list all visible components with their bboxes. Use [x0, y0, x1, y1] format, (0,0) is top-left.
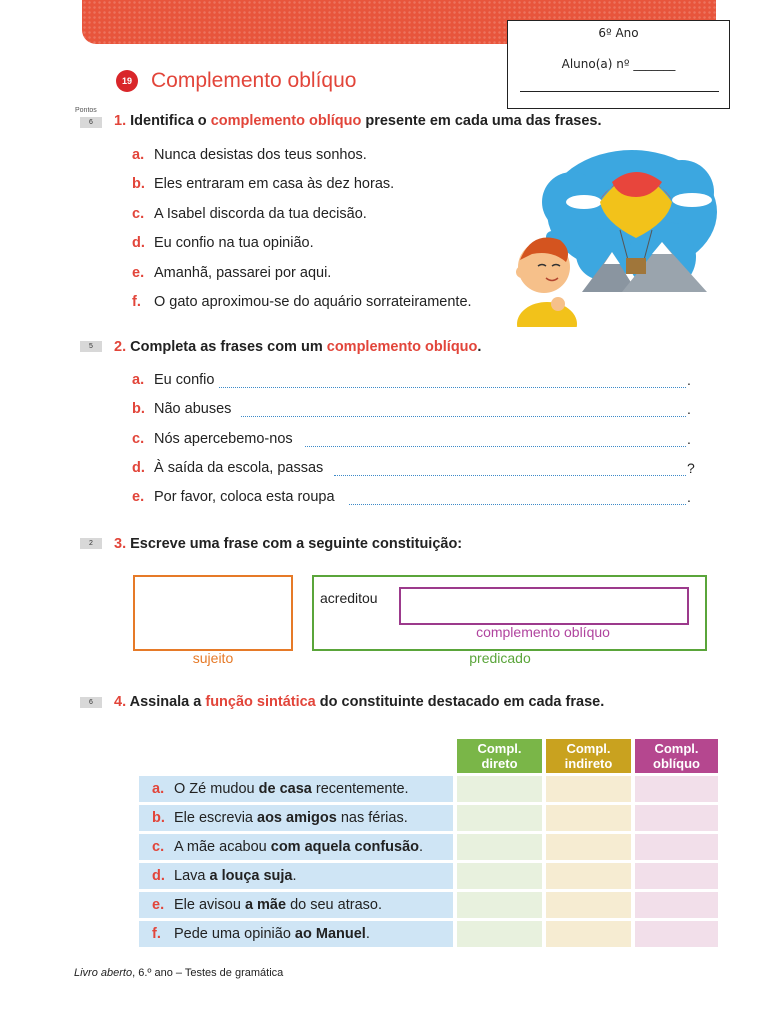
answer-line[interactable]: [349, 504, 686, 505]
answer-checkbox-cell[interactable]: [457, 892, 542, 918]
column-header: [457, 739, 542, 773]
answer-checkbox-cell[interactable]: [457, 805, 542, 831]
points-label: Pontos: [75, 107, 97, 114]
answer-checkbox-cell[interactable]: [546, 921, 631, 947]
q4-text-post: do constituinte destacado em cada frase.: [315, 694, 605, 710]
item-letter: e.: [132, 264, 145, 281]
sentence-part: .: [292, 868, 297, 884]
answer-checkbox-cell[interactable]: [635, 892, 718, 918]
column-header-line1: Compl.: [654, 741, 699, 756]
column-header: [546, 739, 631, 773]
row-sentence: [174, 839, 423, 855]
predicate-label: predicado: [469, 650, 531, 666]
item-sentence[interactable]: Amanhã, passarei por aqui.: [154, 264, 332, 281]
item-letter: c.: [132, 430, 145, 447]
sentence-part: nas férias.: [336, 810, 408, 826]
row-sentence: [174, 781, 409, 797]
q2-number: 2.: [114, 339, 127, 355]
item-letter: d.: [132, 459, 145, 476]
q4-text-pre: Assinala a: [129, 694, 206, 710]
q1-item: [132, 235, 314, 251]
q1-text-post: presente em cada uma das frases.: [361, 113, 602, 129]
q2-text-post: .: [477, 339, 482, 355]
sentence-end-punctuation: .: [687, 401, 691, 418]
answer-line[interactable]: [334, 475, 686, 476]
item-letter: c.: [132, 205, 145, 222]
highlighted-constituent: de casa: [258, 781, 312, 797]
q1-item: [132, 147, 367, 163]
sentence-end-punctuation: .: [687, 430, 691, 447]
year-label: 6º Ano: [598, 26, 639, 40]
q4-text-highlight: função sintática: [205, 694, 316, 710]
table-row: [139, 776, 453, 802]
verb-label: acreditou: [320, 590, 378, 606]
q2-item: [132, 372, 214, 388]
student-info-box: [507, 20, 730, 109]
answer-checkbox-cell[interactable]: [457, 921, 542, 947]
q1-text-highlight: complemento oblíquo: [210, 113, 362, 129]
highlighted-constituent: a louça suja: [209, 868, 293, 884]
item-sentence[interactable]: A Isabel discorda da tua decisão.: [154, 205, 367, 222]
q3-heading: [114, 536, 462, 552]
highlighted-constituent: ao Manuel: [294, 926, 366, 942]
q3-text: Escreve uma frase com a seguinte constituição:: [130, 536, 463, 552]
q2-score: 5: [80, 341, 102, 352]
row-letter: a.: [152, 781, 165, 797]
item-sentence-start: Por favor, coloca esta roupa: [154, 489, 335, 506]
answer-checkbox-cell[interactable]: [635, 834, 718, 860]
footer-subtitle: , 6.º ano – Testes de gramática: [132, 967, 284, 979]
item-letter: d.: [132, 235, 145, 252]
table-row: [139, 834, 453, 860]
row-sentence: [174, 868, 297, 884]
q2-text-pre: Completa as frases com um: [130, 339, 327, 355]
q1-item: [132, 206, 367, 222]
footer-book-title: Livro aberto: [74, 967, 133, 979]
sentence-part: .: [365, 926, 370, 942]
q1-item: [132, 294, 472, 310]
item-sentence-start: Não abuses: [154, 401, 232, 418]
row-sentence: [174, 897, 382, 913]
row-sentence: [174, 810, 408, 826]
answer-checkbox-cell[interactable]: [546, 834, 631, 860]
sentence-part: recentemente.: [311, 781, 409, 797]
q3-number: 3.: [114, 536, 127, 552]
answer-checkbox-cell[interactable]: [635, 776, 718, 802]
q4-heading: [114, 694, 604, 710]
q1-item: [132, 176, 394, 192]
q2-item: [132, 489, 335, 505]
answer-checkbox-cell[interactable]: [457, 776, 542, 802]
column-header: [635, 739, 718, 773]
boy-dreaming-balloon-illustration: [512, 142, 722, 327]
oblique-complement-answer-box[interactable]: [399, 587, 689, 625]
sentence-part: Ele escrevia: [174, 810, 258, 826]
column-header-line1: Compl.: [477, 741, 522, 756]
column-header-line1: Compl.: [566, 741, 611, 756]
item-letter: f.: [132, 294, 141, 310]
q2-item: [132, 431, 293, 447]
q2-text-highlight: complemento oblíquo: [326, 339, 478, 355]
answer-checkbox-cell[interactable]: [635, 921, 718, 947]
highlighted-constituent: aos amigos: [257, 810, 337, 826]
item-sentence[interactable]: Nunca desistas dos teus sonhos.: [154, 147, 367, 163]
answer-checkbox-cell[interactable]: [546, 776, 631, 802]
answer-line[interactable]: [241, 416, 686, 417]
q3-score: 2: [80, 538, 102, 549]
sentence-part: Ele avisou: [174, 897, 245, 913]
q1-text-pre: Identifica o: [130, 113, 211, 129]
highlighted-constituent: com aquela confusão: [270, 839, 420, 855]
sentence-end-punctuation: .: [687, 372, 691, 388]
subject-label: sujeito: [192, 650, 234, 666]
q2-heading: [114, 339, 481, 355]
q2-item: [132, 460, 323, 476]
page-title: Complemento oblíquo: [151, 69, 357, 92]
oblique-complement-label: complemento oblíquo: [476, 624, 610, 640]
item-sentence[interactable]: O gato aproximou-se do aquário sorrateiramente.: [154, 294, 472, 310]
item-sentence-start: Eu confio: [154, 372, 215, 388]
sentence-end-punctuation: ?: [687, 459, 695, 476]
table-row: [139, 863, 453, 889]
answer-checkbox-cell[interactable]: [457, 863, 542, 889]
row-letter: d.: [152, 868, 165, 884]
sentence-part: Lava: [174, 868, 210, 884]
sentence-part: Pede uma opinião: [174, 926, 295, 942]
footer: [74, 967, 283, 979]
row-letter: b.: [152, 810, 165, 826]
column-header-line2: indireto: [564, 756, 613, 771]
item-sentence[interactable]: Eles entraram em casa às dez horas.: [154, 176, 395, 193]
sentence-part: .: [419, 839, 424, 855]
name-line[interactable]: [520, 91, 719, 92]
column-header-line2: oblíquo: [653, 756, 700, 771]
answer-checkbox-cell[interactable]: [546, 805, 631, 831]
table-row: [139, 921, 453, 947]
item-sentence[interactable]: Eu confio na tua opinião.: [154, 235, 314, 252]
row-sentence: [174, 926, 370, 942]
sentence-end-punctuation: .: [687, 489, 691, 506]
sentence-part: O Zé mudou: [174, 781, 259, 797]
answer-checkbox-cell[interactable]: [457, 834, 542, 860]
row-letter: e.: [152, 897, 165, 913]
q1-score: 6: [80, 117, 102, 128]
q1-item: [132, 265, 331, 281]
item-sentence-start: Nós apercebemo-nos: [154, 430, 293, 447]
answer-checkbox-cell[interactable]: [635, 805, 718, 831]
item-letter: b.: [132, 401, 145, 418]
item-letter: b.: [132, 176, 145, 193]
q1-heading: [114, 113, 602, 129]
answer-checkbox-cell[interactable]: [546, 863, 631, 889]
q1-number: 1.: [114, 113, 127, 129]
sentence-part: do seu atraso.: [286, 897, 382, 913]
answer-checkbox-cell[interactable]: [635, 863, 718, 889]
row-letter: f.: [152, 926, 161, 942]
q2-item: [132, 401, 231, 417]
table-row: [139, 892, 453, 918]
item-letter: a.: [132, 372, 145, 388]
subject-answer-box[interactable]: [133, 575, 293, 651]
item-sentence-start: À saída da escola, passas: [154, 459, 324, 476]
row-letter: c.: [152, 839, 165, 855]
answer-checkbox-cell[interactable]: [546, 892, 631, 918]
q4-score: 6: [80, 697, 102, 708]
q4-number: 4.: [114, 694, 127, 710]
sentence-part: A mãe acabou: [174, 839, 271, 855]
item-letter: a.: [132, 147, 145, 163]
lesson-number-badge: 19: [116, 70, 138, 92]
student-number-label: Aluno(a) nº _______: [561, 57, 676, 71]
column-header-line2: direto: [481, 756, 518, 771]
answer-line[interactable]: [305, 446, 686, 447]
answer-line[interactable]: [219, 387, 686, 388]
item-letter: e.: [132, 489, 145, 506]
highlighted-constituent: a mãe: [244, 897, 287, 913]
table-row: [139, 805, 453, 831]
